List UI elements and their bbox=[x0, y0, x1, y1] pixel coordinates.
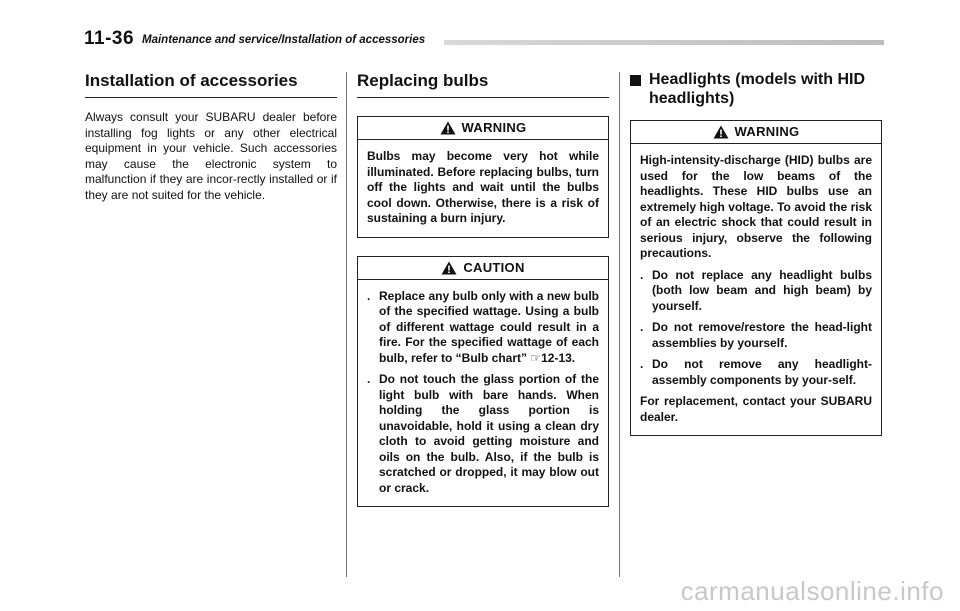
caution-box-header bbox=[358, 257, 608, 280]
warning-box-hid bbox=[630, 120, 882, 436]
watermark: carmanualsonline.info bbox=[680, 576, 944, 606]
installation-body: Always consult your SUBARU dealer before installing fog lights or any other electrical equipment in your vehicle. Such accessories may cause the electronic system to malfunction if they are incor-rectly installed or if they are not suited for the vehicle. bbox=[85, 110, 337, 202]
caution-item-text: Replace any bulb only with a new bulb of the specified wattage. Using a bulb of different wattage could result in a fire. For the specified wattage of each bulb, refer to “Bulb chart” ☞12-13. bbox=[379, 288, 599, 365]
page-header bbox=[84, 28, 884, 48]
heading-headlights-row bbox=[630, 70, 882, 108]
hid-item bbox=[640, 357, 872, 388]
warning-box-bulbs bbox=[357, 116, 609, 238]
column-installation bbox=[85, 70, 337, 203]
column-replacing-bulbs bbox=[357, 70, 609, 507]
caution-label: CAUTION bbox=[463, 259, 525, 275]
hid-intro: High-intensity-discharge (HID) bulbs are used for the low beams of the headlights. These HID bulbs use an extremely high voltage. To avoid the risk of an electric shock that could result in serious injury, observe the following precautions. bbox=[640, 153, 872, 260]
bullet-marker: . bbox=[640, 320, 644, 334]
section-title: Maintenance and service/Installation of accessories bbox=[142, 34, 426, 46]
warning-box-header bbox=[631, 121, 881, 144]
caution-box-bulbs bbox=[357, 256, 609, 508]
warning-triangle-icon bbox=[440, 121, 456, 135]
page-number: 11-36 bbox=[84, 28, 135, 49]
column-divider-1 bbox=[346, 72, 347, 577]
column-headlights bbox=[630, 70, 882, 436]
hid-item-text: Do not replace any headlight bulbs (both low beam and high beam) by yourself. bbox=[652, 267, 872, 313]
heading-replacing-bulbs: Replacing bulbs bbox=[357, 70, 609, 98]
heading-headlights: Headlights (models with HID headlights) bbox=[649, 71, 866, 107]
hid-outro: For replacement, contact your SUBARU dealer. bbox=[640, 394, 872, 424]
hid-item bbox=[640, 320, 872, 351]
hid-item-text: Do not remove any headlight-assembly components by your-self. bbox=[652, 357, 872, 387]
caution-item bbox=[367, 289, 599, 367]
header-rule bbox=[444, 40, 884, 45]
hid-item bbox=[640, 268, 872, 315]
warning-label: WARNING bbox=[461, 120, 527, 136]
heading-installation: Installation of accessories bbox=[85, 70, 337, 98]
bullet-marker: . bbox=[640, 267, 644, 282]
caution-item-text: Do not touch the glass portion of the light bulb with bare hands. When holding the glass portion is unavoidable, hold it using a clean dry cloth to avoid getting moisture and oils on the bulb. Also, if the bulb is scratched or dropped, it may blow out or crack. bbox=[379, 372, 599, 495]
warning-triangle-icon bbox=[713, 125, 729, 139]
warning-label: WARNING bbox=[734, 124, 800, 140]
hid-item-text: Do not remove/restore the head-light assemblies by yourself. bbox=[652, 320, 872, 350]
warning-text: Bulbs may become very hot while illuminated. Before replacing bulbs, turn off the lights and wait until the bulbs cool down. Otherwise, there is a risk of sustaining a burn injury. bbox=[367, 149, 599, 225]
bullet-marker: . bbox=[367, 288, 371, 303]
caution-triangle-icon bbox=[441, 261, 457, 275]
warning-box-header bbox=[358, 117, 608, 140]
caution-item bbox=[367, 372, 599, 496]
bullet-marker: . bbox=[640, 357, 644, 371]
section-square-icon bbox=[630, 75, 641, 86]
bullet-marker: . bbox=[367, 372, 371, 386]
column-divider-2 bbox=[619, 72, 620, 577]
